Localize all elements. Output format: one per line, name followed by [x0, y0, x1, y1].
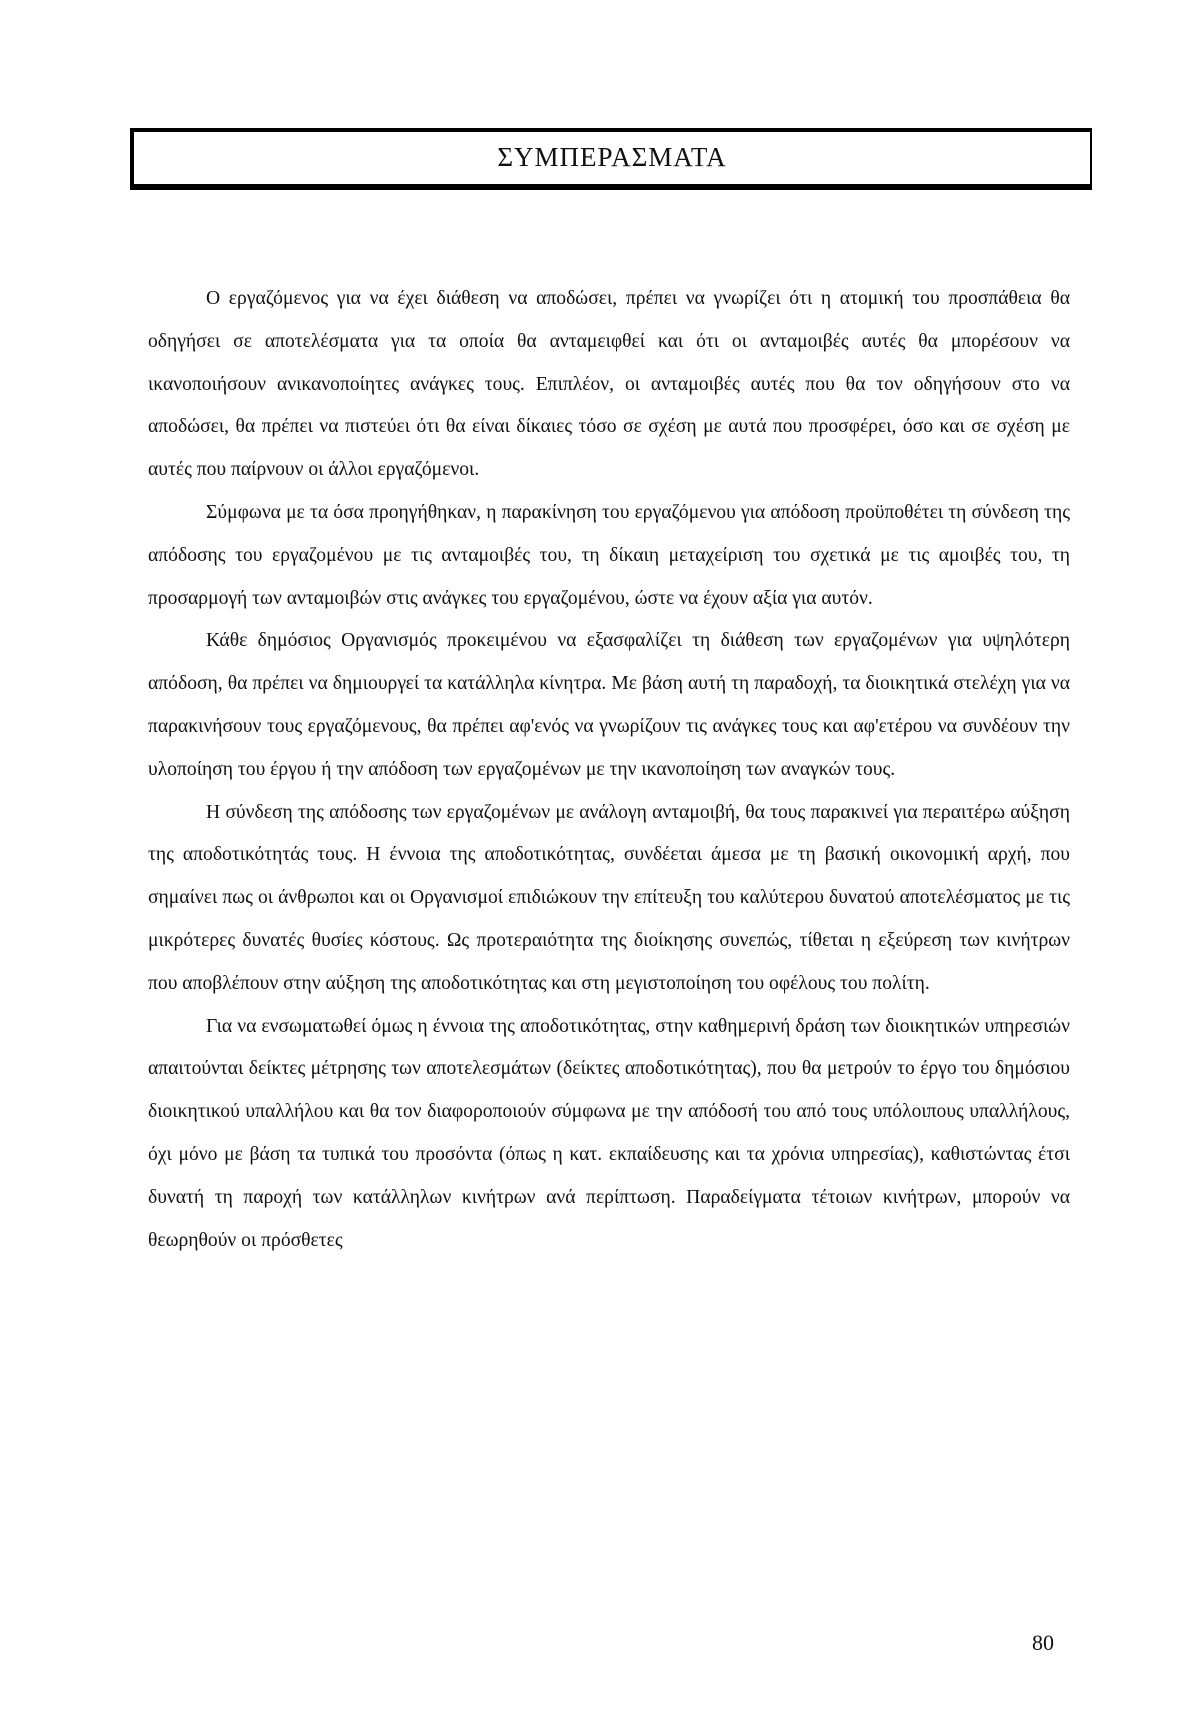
paragraph: Για να ενσωματωθεί όμως η έννοια της αποδοτικότητας, στην καθημερινή δράση των διοικητικών υπηρεσιών απαιτούνται δείκτες μέτρησης των αποτελεσμάτων (δείκτες αποδοτικότητας), που θα μετρούν το έργο του δημόσιου διοικητικού υπαλλήλου και θα τον διαφοροποιούν σύμφωνα με την απόδοσή του από τους υπόλοιπους υπαλλήλους, όχι μόνο με βάση τα τυπικά του προσόντα (όπως η κατ. εκπαίδευσης και τα χρόνια υπηρεσίας), καθιστώντας έτσι δυνατή τη παροχή των κατάλληλων κινήτρων ανά περίπτωση. Παραδείγματα τέτοιων κινήτρων, μπορούν να θεωρηθούν οι πρόσθετες	[148, 1015, 1070, 1251]
heading-underline	[130, 184, 1092, 190]
body-text	[148, 278, 1070, 1262]
section-title: ΣΥΜΠΕΡΑΣΜΑΤΑ	[497, 142, 727, 172]
page-number: 80	[1032, 1630, 1054, 1655]
paragraph: Ο εργαζόμενος για να έχει διάθεση να αποδώσει, πρέπει να γνωρίζει ότι η ατομική του προσπάθεια θα οδηγήσει σε αποτελέσματα για τα οποία θα ανταμειφθεί και ότι οι ανταμοιβές αυτές θα μπορέσουν να ικανοποιήσουν ανικανοποίητες ανάγκες τους. Επιπλέον, οι ανταμοιβές αυτές που θα τον οδηγήσουν στο να αποδώσει, θα πρέπει να πιστεύει ότι θα είναι δίκαιες τόσο σε σχέση με αυτά που προσφέρει, όσο και σε σχέση με αυτές που παίρνουν οι άλλοι εργαζόμενοι.	[148, 288, 1070, 481]
section-heading-box	[130, 128, 1092, 190]
paragraph: Η σύνδεση της απόδοσης των εργαζομένων με ανάλογη ανταμοιβή, θα τους παρακινεί για περαιτέρω αύξηση της αποδοτικότητάς τους. Η έννοια της αποδοτικότητας, συνδέεται άμεσα με τη βασική οικονομική αρχή, που σημαίνει πως οι άνθρωποι και οι Οργανισμοί επιδιώκουν την επίτευξη του καλύτερου δυνατού αποτελέσματος με τις μικρότερες δυνατές θυσίες κόστους. Ως προτεραιότητα της διοίκησης συνεπώς, τίθεται η εξεύρεση των κινήτρων που αποβλέπουν στην αύξηση της αποδοτικότητας και στη μεγιστοποίηση του οφέλους του πολίτη.	[148, 801, 1070, 994]
paragraph: Κάθε δημόσιος Οργανισμός προκειμένου να εξασφαλίζει τη διάθεση των εργαζομένων για υψηλότερη απόδοση, θα πρέπει να δημιουργεί τα κατάλληλα κίνητρα. Με βάση αυτή τη παραδοχή, τα διοικητικά στελέχη για να παρακινήσουν τους εργαζόμενους, θα πρέπει αφ'ενός να γνωρίζουν τις ανάγκες τους και αφ'ετέρου να συνδέουν την υλοποίηση του έργου ή την απόδοση των εργαζομένων με την ικανοποίηση των αναγκών τους.	[148, 630, 1070, 780]
paragraph: Σύμφωνα με τα όσα προηγήθηκαν, η παρακίνηση του εργαζόμενου για απόδοση προϋποθέτει τη σύνδεση της απόδοσης του εργαζομένου με τις ανταμοιβές του, τη δίκαιη μεταχείριση του σχετικά με τις αμοιβές του, τη προσαρμογή των ανταμοιβών στις ανάγκες του εργαζομένου, ώστε να έχουν αξία για αυτόν.	[148, 501, 1070, 609]
